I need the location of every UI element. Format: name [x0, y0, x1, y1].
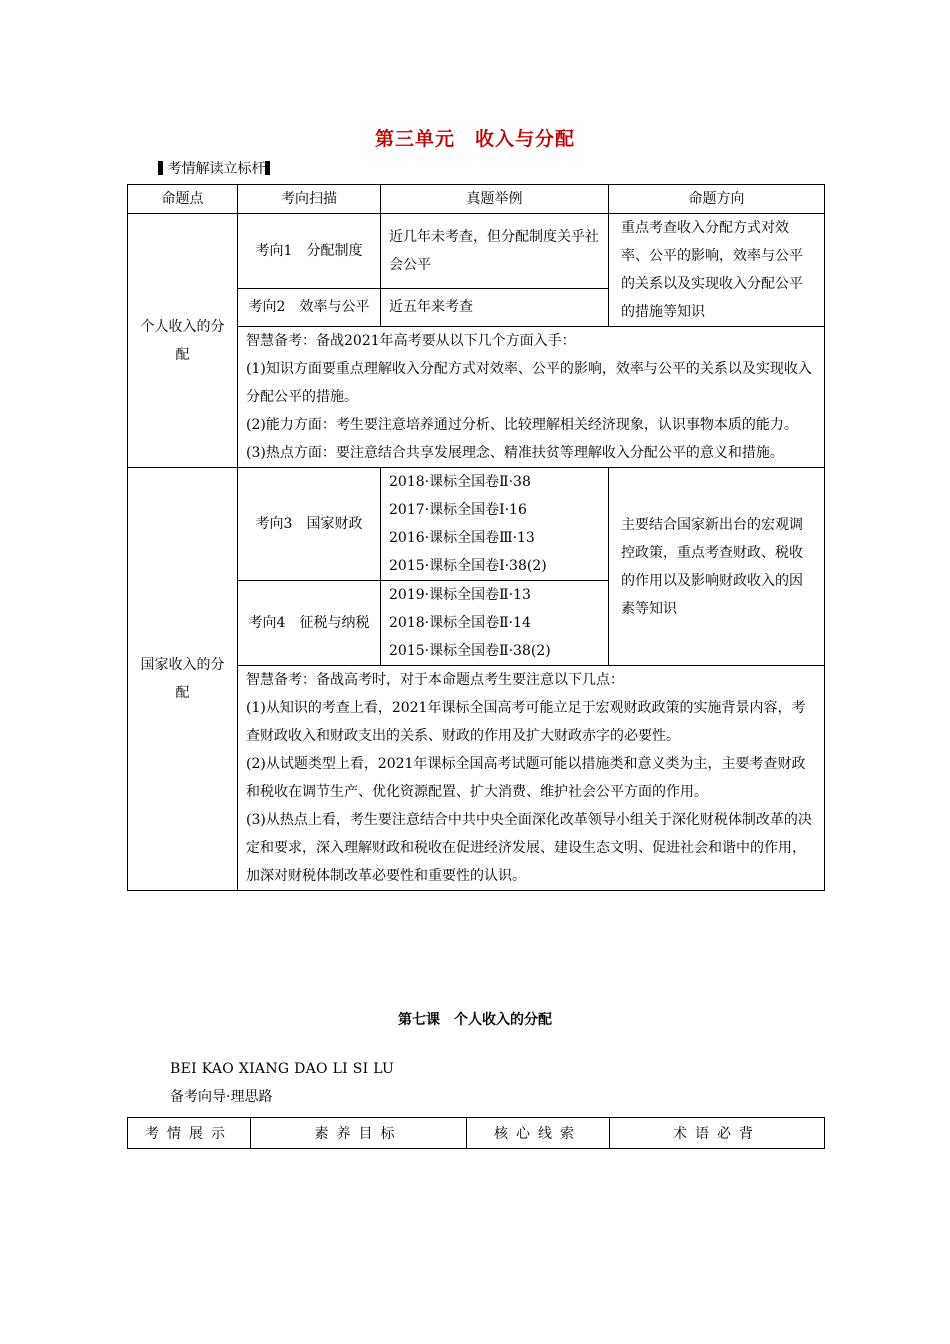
- exam-reference: 2016·课标全国卷Ⅲ·13: [389, 530, 535, 546]
- header-row: [128, 185, 825, 214]
- header-cell: 考向扫描: [238, 185, 381, 214]
- exam-analysis-table: [127, 184, 825, 891]
- example-cell: [381, 581, 609, 666]
- tips-line: 智慧备考：备战2021年高考要从以下几个方面入手：: [246, 333, 576, 349]
- proposition-direction-cell: 重点考查收入分配方式对效率、公平的影响，效率与公平的关系以及实现收入分配公平的措施等知识: [609, 214, 825, 327]
- study-guide-table: [127, 1117, 825, 1149]
- proposition-direction-cell: 主要结合国家新出台的宏观调控政策，重点考查财政、税收的作用以及影响财政收入的因素等知识: [609, 468, 825, 666]
- tips-line: (3)从热点上看，考生要注意结合中共中央全面深化改革领导小组关于深化财税体制改革的决定和要求，深入理解财政和税收在促进经济发展、建设生态文明、促进社会和谐中的作用，加深对财税体制改革必要性和重要性的认识。: [246, 812, 812, 884]
- header-row: [128, 1118, 825, 1149]
- exam-reference: 2015·课标全国卷Ⅱ·38(2): [389, 643, 551, 659]
- exam-reference: 2019·课标全国卷Ⅱ·13: [389, 587, 531, 603]
- exam-reference: 2018·课标全国卷Ⅱ·38: [389, 474, 531, 490]
- section-label-text: 考情解读立标杆: [167, 161, 266, 177]
- left-bar-mark: [158, 161, 163, 175]
- header-cell: 考情展示: [128, 1118, 251, 1149]
- tips-line: (3)热点方面：要注意结合共享发展理念、精准扶贫等理解收入分配公平的意义和措施。: [246, 445, 784, 461]
- direction-label-cell: 考向2 效率与公平: [238, 288, 381, 326]
- header-cell: 命题点: [128, 185, 238, 214]
- example-cell: 近五年来考查: [381, 288, 609, 326]
- right-bar-mark: [265, 161, 270, 175]
- header-cell: 术语必背: [610, 1118, 825, 1149]
- pinyin-heading: BEI KAO XIANG DAO LI SI LU: [170, 1061, 395, 1077]
- tips-line: (2)能力方面：考生要注意培养通过分析、比较理解相关经济现象，认识事物本质的能力。: [246, 417, 798, 433]
- table-row: [128, 214, 825, 289]
- exam-reference: 2015·课标全国卷Ⅰ·38(2): [389, 558, 547, 574]
- sub-heading: 备考向导·理思路: [170, 1089, 273, 1105]
- topic-cell: 个人收入的分配: [128, 214, 238, 468]
- header-cell: 核心线索: [467, 1118, 610, 1149]
- tips-cell: [238, 327, 825, 468]
- tips-line: (1)知识方面要重点理解收入分配方式对效率、公平的影响，效率与公平的关系以及实现收入分配公平的措施。: [246, 361, 812, 405]
- tips-cell: [238, 666, 825, 891]
- lesson-title: 第七课 个人收入的分配: [398, 1012, 552, 1028]
- example-cell: [381, 468, 609, 581]
- tips-line: (2)从试题类型上看，2021年课标全国高考试题可能以措施类和意义类为主，主要考查财政和税收在调节生产、优化资源配置、扩大消费、维护社会公平方面的作用。: [246, 756, 806, 800]
- table-row: [128, 468, 825, 581]
- tips-line: (1)从知识的考查上看，2021年课标全国高考可能立足于宏观财政政策的实施背景内容，考查财政收入和财政支出的关系、财政的作用及扩大财政赤字的必要性。: [246, 700, 806, 744]
- direction-label-cell: 考向3 国家财政: [238, 468, 381, 581]
- header-cell: 素养目标: [251, 1118, 467, 1149]
- header-cell: 命题方向: [609, 185, 825, 214]
- direction-label-cell: 考向1 分配制度: [238, 214, 381, 289]
- header-cell: 真题举例: [381, 185, 609, 214]
- direction-label-cell: 考向4 征税与纳税: [238, 581, 381, 666]
- exam-reference: 2018·课标全国卷Ⅱ·14: [389, 615, 531, 631]
- example-cell: 近几年未考查，但分配制度关乎社会公平: [381, 214, 609, 289]
- topic-cell: 国家收入的分配: [128, 468, 238, 891]
- exam-reference: 2017·课标全国卷Ⅰ·16: [389, 502, 527, 518]
- section-label: [158, 158, 270, 178]
- tips-line: 智慧备考：备战高考时，对于本命题点考生要注意以下几点：: [246, 672, 624, 688]
- unit-title: 第三单元 收入与分配: [374, 128, 575, 150]
